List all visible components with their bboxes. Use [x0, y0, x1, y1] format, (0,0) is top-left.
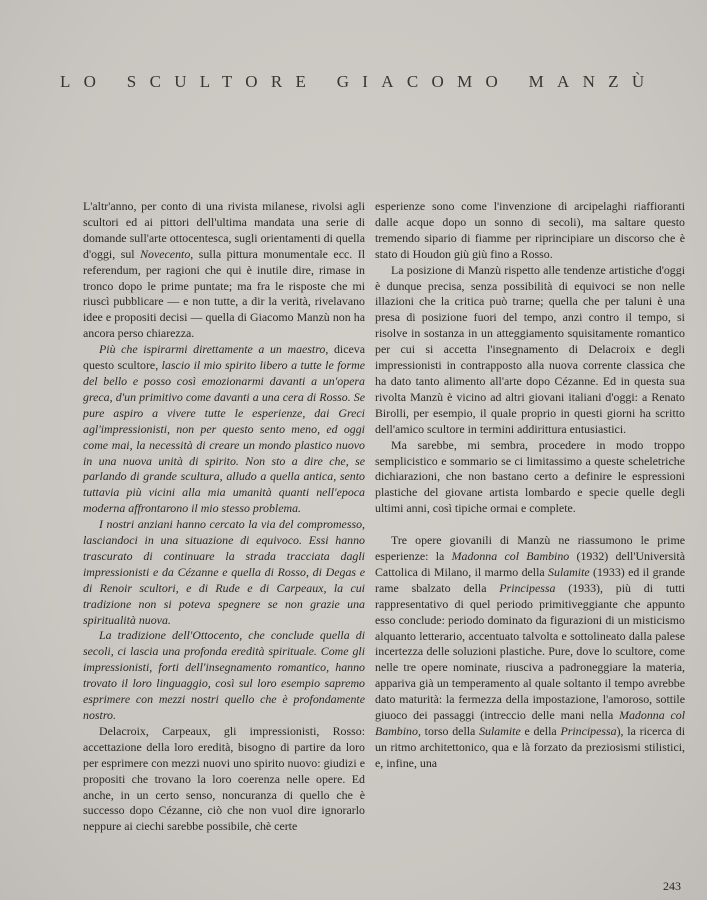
quote-text: Più che ispirarmi direttamente a un maestro,	[99, 342, 329, 357]
paragraph: La tradizione dell'Ottocento, che conclude quella di secoli, ci lascia una profonda eredità spirituale. Come gli impressionisti, forti dell'insegnamento romantico, hanno trovato il loro linguaggio, così sul loro esempio sapremo esprimere con mezzi nostri quello che è profondamente nostro.	[83, 628, 365, 722]
paragraph	[83, 342, 365, 517]
right-column	[375, 199, 685, 772]
quote-text: lascio il mio spirito libero a tutte le forme del bello e posso così emozionarmi davanti a un'opera greca, d'un primitivo come davanti a una cera di Rosso. Se pure aspiro a vivere tutte le esperienze, dai Greci agl'impressionisti, non per questo sento meno, ed oggi come mai, la necessità di creare un mondo plastico nuovo in una nuova unità di spirito. Non sto a dire che, se parlando di grande scultura, alludo a quella antica, sento tuttavia più vicini alla mia umanità quanti nell'epoca moderna affrontarono il mio stesso problema.	[83, 358, 365, 516]
paragraph-text: (1932) dell'Università Cattolica di Milano, il marmo della	[375, 549, 686, 579]
paragraph-text: L'altr'anno, per conto di una rivista milanese, rivolsi agli scultori ed ai pittori dell'ultima mandata una serie di domande sull'arte ottocentesca, sugli orientamenti di quella d'oggi, sul	[83, 199, 365, 261]
paragraph: Ma sarebbe, mi sembra, procedere in modo troppo semplicistico e sommario se ci limitassimo a queste scheletriche dichiarazioni, che non bastano certo a definire le espressioni plastiche del giovane artista lombardo e specie quelle degli ultimi anni, così tipiche ormai e complete.	[375, 437, 685, 516]
artwork-title: Principessa	[560, 724, 617, 738]
artwork-title: Sulamite	[479, 724, 521, 738]
paragraph-text: , torso della	[417, 724, 480, 738]
paragraph: Delacroix, Carpeaux, gli impressionisti, Rosso: accettazione della loro eredità, bisogno di partire da loro per esprimere con mezzi nuovi uno spirito nuovo: giudizi e propositi che trovano la loro coerenza nelle opere. Ed anche, in un certo senso, noncuranza di quello che è successo dopo Cézanne, ciò che non vuol dire ignorarlo neppure ai ciechi sarebbe possibile, chè certe	[83, 723, 365, 834]
paragraph-text: , sulla pittura monumentale ecc. Il referendum, per ragioni che qui è inutile dire, rimase in tronco dopo le prime puntate; ma fra le risposte che mi riuscì pubblicare — e non tutte, a dir la verità, rivelavano idee e propositi decisi — quella di Giacomo Manzù non ha ancora perso chiarezza.	[83, 246, 365, 341]
artwork-title: Sulamite	[548, 564, 590, 579]
paragraph-text: e della	[520, 724, 561, 738]
left-column	[83, 199, 365, 835]
paragraph: La posizione di Manzù rispetto alle tendenze artistiche d'oggi è dunque precisa, senza possibilità di equivoci se non nelle illazioni che la critica può trarne; quella che per taluni è una presa di posizione fuori del tempo, anzi contro il tempo, si risolve in sostanza in un atteggiamento squisitamente romantico per cui si accetta l'insegnamento di Delacroix e degli impressionisti in contrapposto alla nuova corrente classica che ha dato tanto alimento all'arte dopo Cézanne. Ed in questa sua rivolta Manzù è vicino ad altri giovani italiani d'oggi: a Renato Birolli, per esempio, il quale proprio in questi giorni ha scritto dell'amico scultore in termini addirittura entusiastici.	[375, 262, 685, 436]
page-title: LO SCULTORE GIACOMO MANZÙ	[60, 72, 658, 91]
paragraph: I nostri anziani hanno cercato la via del compromesso, lasciandoci in una situazione di equivoco. Essi hanno trascurato di continuare la strada tracciata dagli impressionisti e da Cézanne e quella di Rosso, di Degas e di Renoir scultori, e di Rude e di Carpeaux, la cui tradizione non si poteva spegnere se non grazie una spiritualità nuova.	[83, 517, 365, 627]
artwork-title: Madonna col Bambino	[375, 708, 685, 738]
paragraph-text: Tre opere giovanili di Manzù ne riassumono le prime esperienze: la	[375, 533, 685, 564]
paragraph-text: diceva questo scultore,	[83, 342, 365, 373]
page-number: 243	[663, 879, 681, 893]
italic-text: Novecento	[140, 246, 191, 261]
paragraph-text: (1933) ed il grande rame sbalzato della	[375, 564, 685, 595]
paragraph: esperienze sono come l'invenzione di arcipelaghi riaffioranti dalle acque dopo un sonno di secoli), ma saltare questo tremendo sipario di fiamme per riprincipiare un discorso che è stato di Houdon giù giù fino a Rosso.	[375, 199, 685, 261]
artwork-title: Madonna col Bambino	[451, 549, 570, 564]
paragraph	[83, 199, 365, 342]
paragraph-text: ), la ricerca di un ritmo architettonico, qua e là forzato da preziosismi stilistici, e, infine, una	[375, 724, 685, 770]
paragraph	[375, 533, 685, 772]
paragraph-text: (1933), più di tutti rappresentativo di quel periodo primitiveggiante che appunto esso conclude: periodo dominato da figurazioni di un misticismo alquanto letterario, accentuato talvolta e sottolineato dalla palese incertezza delle soluzioni plastiche. Pure, dove lo scultore, come nelle tre opere nominate, riusciva a padroneggiare la materia, appariva già un temperamento al quale soltanto il tempo avrebbe dato maturità: la fermezza della impostazione, l'amoroso, sottile giuoco dei passaggi (intreccio delle mani nella	[375, 580, 686, 723]
artwork-title: Principessa	[499, 580, 556, 595]
